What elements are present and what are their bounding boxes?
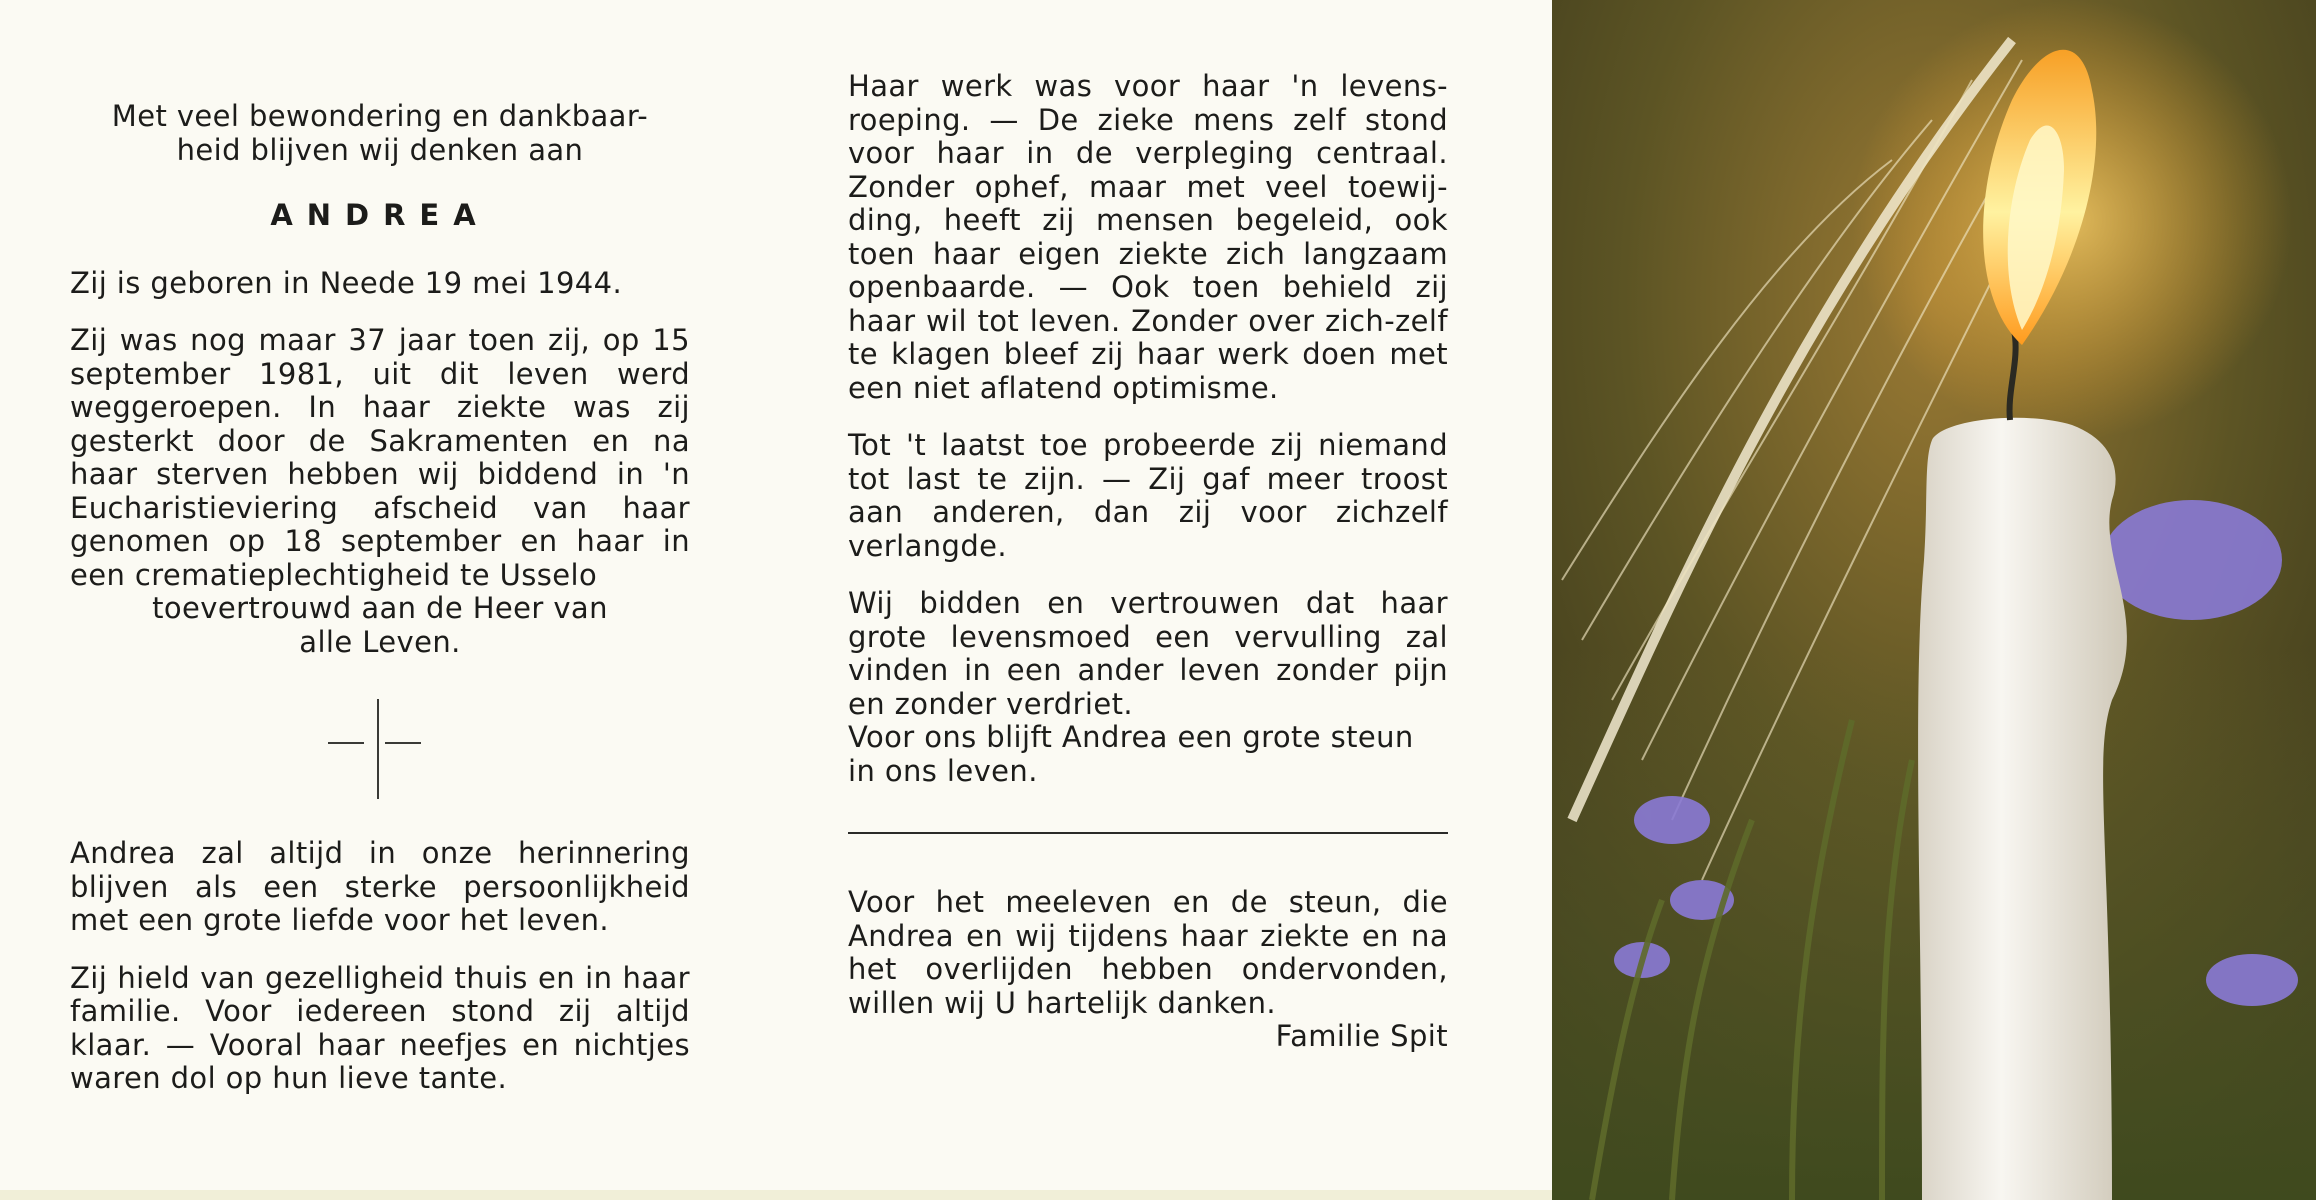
page-edge [0, 1190, 1552, 1200]
deceased-name: ANDREA [270, 198, 490, 232]
support-text: Voor ons blijft Andrea een grote steun in ons leven. [848, 720, 1414, 788]
intro-text: Met veel bewondering en dankbaar- heid blijven wij denken aan [111, 99, 649, 167]
left-panel [70, 0, 690, 1200]
thanks-text: Voor het meeleven en de steun, die Andrea en wij tijdens haar ziekte en na het overlijden hebben ondervonden, willen wij U hartelijk danken. [848, 885, 1448, 1020]
prayer-text: Wij bidden en vertrouwen dat haar grote levensmoed een vervulling zal vinden in een ander leven zonder pijn en zonder verdriet. [848, 586, 1448, 721]
last-text: Tot 't laatst toe probeerde zij niemand tot last te zijn. — Zij gaf meer troost aan anderen, dan zij voor zichzelf verlangde. [848, 428, 1448, 563]
signature: Familie Spit [1275, 1019, 1448, 1053]
birth-text: Zij is geboren in Neede 19 mei 1944. [70, 265, 623, 300]
middle-panel [848, 0, 1448, 1200]
family-text: Zij hield van gezelligheid thuis en in haar familie. Voor iedereen stond zij altijd klaar. — Vooral haar neefjes en nichtjes waren dol op hun lieve tante. [70, 960, 690, 1095]
memory-text: Andrea zal altijd in onze herinnering blijven als een sterke persoonlijkheid met een grote liefde voor het leven. [70, 836, 690, 937]
death-text-end: toevertrouwd aan de Heer van alle Leven. [152, 591, 608, 659]
candle-photo [1552, 0, 2316, 1200]
divider-line [848, 832, 1448, 834]
work-text: Haar werk was voor haar 'n levens-roeping. — De zieke mens zelf stond voor haar in de verpleging centraal. Zonder ophef, maar met veel toewij-ding, heeft zij mensen begeleid, ook toen haar eigen ziekte zich langzaam openbaarde. — Ook toen behield zij haar wil tot leven. Zonder over zich-zelf te klagen bleef zij haar werk doen met een niet aflatend optimisme. [848, 69, 1448, 405]
cross-icon [70, 699, 690, 799]
death-text: Zij was nog maar 37 jaar toen zij, op 15 september 1981, uit dit leven werd weggeroepen. In haar ziekte was zij gesterkt door de Sakramenten en na haar sterven hebben wij biddend in 'n Eucharistieviering afscheid van haar genomen op 18 september en haar in een crematieplechtigheid te Usselo [70, 323, 690, 592]
